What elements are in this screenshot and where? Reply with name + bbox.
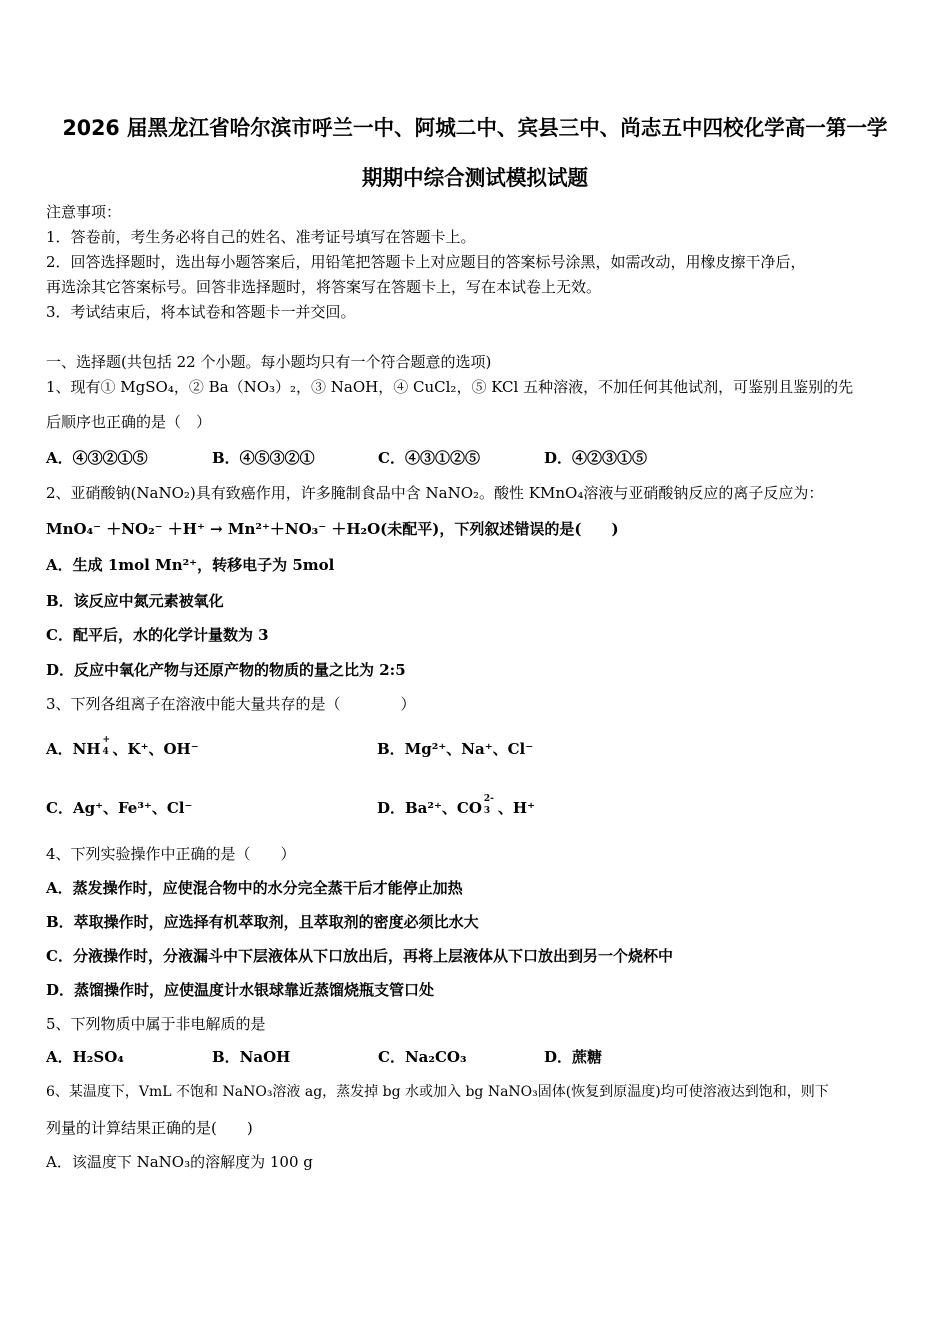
q5-option-a[interactable]: A．H₂SO₄ [46,1048,124,1066]
q5-options [46,1047,602,1067]
q3-stem: 3、下列各组离子在溶液中能大量共存的是（ ） [46,695,416,713]
q4-option-b[interactable]: B．萃取操作时，应选择有机萃取剂，且萃取剂的密度必须比水大 [46,913,479,931]
q2-option-b[interactable]: B．该反应中氮元素被氧化 [46,592,224,610]
q1-option-d[interactable]: D．④②③①⑤ [544,449,648,467]
ammonium-charge-stack [101,735,113,760]
q3-option-b[interactable]: B．Mg²⁺、Na⁺、Cl⁻ [377,740,534,758]
q3-option-a-rest: 、K⁺、OH⁻ [112,740,199,758]
ammonium-subscript: 4 [102,747,109,757]
q2-option-a[interactable]: A．生成 1mol Mn²⁺，转移电子为 5mol [46,556,335,574]
notice-item-2: 2．回答选择题时，选出每小题答案后，用铅笔把答题卡上对应题目的答案标号涂黑，如需改动，用橡皮擦干净后， [46,253,806,271]
carbonate-subscript: 3 [483,806,491,816]
q5-option-c[interactable]: C．Na₂CO₃ [378,1048,467,1066]
notice-item-2-cont: 再选涂其它答案标号。回答非选择题时，将答案写在答题卡上，写在本试卷上无效。 [46,278,602,296]
q4-option-c[interactable]: C．分液操作时，分液漏斗中下层液体从下口放出后，再将上层液体从下口放出到另一个烧杯中 [46,947,673,965]
carbonate-charge-stack [482,794,498,819]
q1-option-c[interactable]: C．④③①②⑤ [378,449,480,467]
page-title-line-1: 2026 届黑龙江省哈尔滨市呼兰一中、阿城二中、宾县三中、尚志五中四校化学高一第一学 [62,116,888,140]
section-heading: 一、选择题(共包括 22 个小题。每小题均只有一个符合题意的选项) [46,353,492,371]
q6-stem-line-1: 6、某温度下，VmL 不饱和 NaNO₃溶液 ag，蒸发掉 bg 水或加入 bg NaNO₃固体(恢复到原温度)均可使溶液达到饱和，则下 [46,1084,829,1100]
q5-stem: 5、下列物质中属于非电解质的是 [46,1015,266,1033]
q1-options [46,448,647,468]
notice-item-1: 1．答卷前，考生务必将自己的姓名、准考证号填写在答题卡上。 [46,228,476,246]
q5-option-b[interactable]: B．NaOH [212,1048,291,1066]
q5-option-d[interactable]: D．蔗糖 [544,1048,603,1066]
q4-option-a[interactable]: A．蒸发操作时，应使混合物中的水分完全蒸干后才能停止加热 [46,879,463,897]
page-title-line-2: 期期中综合测试模拟试题 [361,166,589,190]
q4-stem: 4、下列实验操作中正确的是（ ） [46,845,296,863]
q3-option-a[interactable] [46,735,199,760]
q1-option-a[interactable]: A．④③②①⑤ [46,449,148,467]
q2-stem-line-2: MnO₄⁻ ＋NO₂⁻ ＋H⁺ → Mn²⁺＋NO₃⁻ ＋H₂O(未配平)，下列叙述错误的是( ) [46,520,619,538]
q3-option-a-text: A．NH [46,740,101,758]
q3-option-d[interactable] [377,794,535,819]
q3-option-c[interactable]: C．Ag⁺、Fe³⁺、Cl⁻ [46,799,193,817]
notice-heading: 注意事项： [46,203,122,221]
q2-option-d[interactable]: D．反应中氧化产物与还原产物的物质的量之比为 2:5 [46,661,406,679]
q6-stem-line-2: 列量的计算结果正确的是( ) [46,1119,253,1137]
q4-option-d[interactable]: D．蒸馏操作时，应使温度计水银球靠近蒸馏烧瓶支管口处 [46,981,435,999]
q6-option-a[interactable]: A．该温度下 NaNO₃的溶解度为 100 g [46,1153,313,1171]
q3-option-d-rest: 、H⁺ [497,799,535,817]
carbonate-superscript: 2- [483,794,494,804]
q2-option-c[interactable]: C．配平后，水的化学计量数为 3 [46,626,269,644]
q1-stem-line-2: 后顺序也正确的是（ ） [46,413,212,431]
notice-item-3: 3．考试结束后，将本试卷和答题卡一并交回。 [46,303,356,321]
q1-stem-line-1: 1、现有① MgSO₄，② Ba（NO₃）₂，③ NaOH，④ CuCl₂，⑤ KCl 五种溶液，不加任何其他试剂，可鉴别且鉴别的先 [46,378,854,396]
q2-stem-line-1: 2、亚硝酸钠(NaNO₂)具有致癌作用，许多腌制食品中含 NaNO₂。酸性 KMnO₄溶液与亚硝酸钠反应的离子反应为： [46,484,824,502]
q3-option-d-text: D．Ba²⁺、CO [377,799,482,817]
ammonium-superscript: + [102,735,111,745]
q1-option-b[interactable]: B．④⑤③②① [212,449,315,467]
